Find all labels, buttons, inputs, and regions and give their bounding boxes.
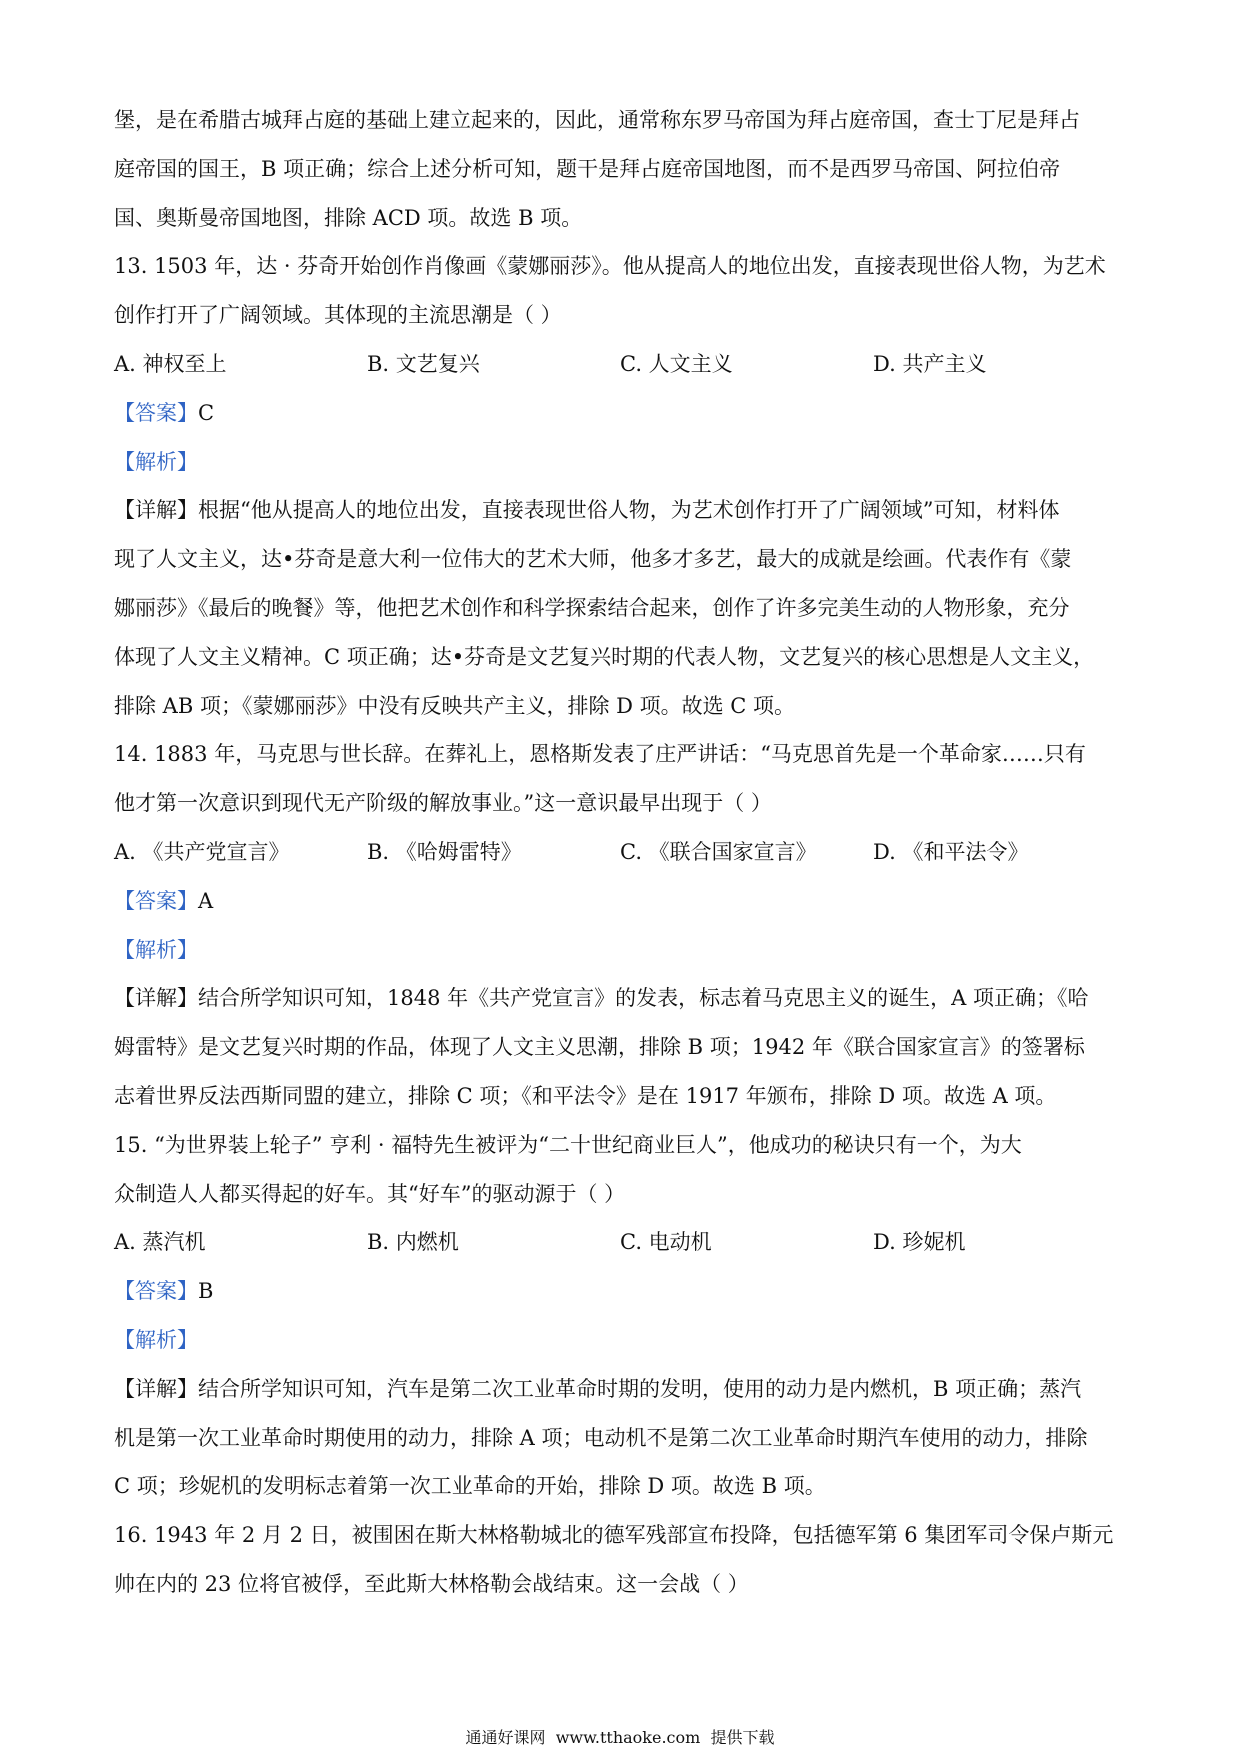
option-a: A. 《共产党宣言》 xyxy=(114,839,290,864)
footer-note: 提供下载 xyxy=(710,1728,775,1747)
detail-text: 根据“他从提高人的地位出发，直接表现世俗人物，为艺术创作打开了广阔领域”可知，材料体 xyxy=(198,498,1060,523)
page-content xyxy=(114,96,1126,1609)
answer-label: 【答案】 xyxy=(114,888,198,913)
option-a: A. 神权至上 xyxy=(114,351,227,376)
question-15 xyxy=(114,1121,1126,1511)
options-row xyxy=(114,828,1126,877)
option-c: C. 《联合国家宣言》 xyxy=(620,839,817,864)
detail-line: 现了人文主义，达•芬奇是意大利一位伟大的艺术大师，他多才多艺，最大的成就是绘画。代表作有《蒙 xyxy=(114,547,1072,572)
detail-label: 【详解】 xyxy=(114,1376,198,1401)
option-c: C. 人文主义 xyxy=(620,351,733,376)
question-13 xyxy=(114,242,1126,730)
answer-value: B xyxy=(198,1279,214,1304)
detail-line: 机是第一次工业革命时期使用的动力，排除 A 项；电动机不是第二次工业革命时期汽车使用的动力，排除 xyxy=(114,1425,1088,1450)
analysis-line xyxy=(114,926,1126,975)
detail-line: 娜丽莎》《最后的晚餐》等，他把艺术创作和科学探索结合起来，创作了许多完美生动的人物形象，充分 xyxy=(114,595,1070,620)
analysis-label: 【解析】 xyxy=(114,1327,198,1352)
answer-value: C xyxy=(198,400,215,425)
options-row xyxy=(114,1218,1126,1267)
option-c: C. 电动机 xyxy=(620,1230,712,1255)
answer-line xyxy=(114,877,1126,926)
analysis-label: 【解析】 xyxy=(114,937,198,962)
question-stem: 14. 1883 年，马克思与世长辞。在葬礼上，恩格斯发表了庄严讲话：“马克思首先是一个革命家……只有 xyxy=(114,742,1086,767)
detail-line: 排除 AB 项；《蒙娜丽莎》中没有反映共产主义，排除 D 项。故选 C 项。 xyxy=(114,693,796,718)
continuation-line: 国、奥斯曼帝国地图，排除 ACD 项。故选 B 项。 xyxy=(114,205,583,230)
detail-label: 【详解】 xyxy=(114,986,198,1011)
options-row xyxy=(114,340,1126,389)
answer-label: 【答案】 xyxy=(114,1279,198,1304)
option-a: A. 蒸汽机 xyxy=(114,1230,206,1255)
answer-label: 【答案】 xyxy=(114,400,198,425)
option-d: D. 《和平法令》 xyxy=(873,839,1029,864)
footer-url-link[interactable]: www.tthaoke.com xyxy=(555,1728,701,1747)
continuation-line: 庭帝国的国王，B 项正确；综合上述分析可知，题干是拜占庭帝国地图，而不是西罗马帝国、阿拉伯帝 xyxy=(114,156,1061,181)
option-b: B. 《哈姆雷特》 xyxy=(367,839,522,864)
option-b: B. 内燃机 xyxy=(367,1230,459,1255)
option-b: B. 文艺复兴 xyxy=(367,351,480,376)
option-d: D. 共产主义 xyxy=(873,351,987,376)
question-16 xyxy=(114,1511,1126,1609)
question-stem: 16. 1943 年 2 月 2 日，被围困在斯大林格勒城北的德军残部宣布投降，包括德军第 6 集团军司令保卢斯元 xyxy=(114,1523,1114,1548)
analysis-line xyxy=(114,1316,1126,1365)
answer-line xyxy=(114,389,1126,438)
question-14 xyxy=(114,730,1126,1120)
detail-line: 姆雷特》是文艺复兴时期的作品，体现了人文主义思潮，排除 B 项；1942 年《联合国家宣言》的签署标 xyxy=(114,1035,1085,1060)
analysis-label: 【解析】 xyxy=(114,449,198,474)
continuation-line: 堡，是在希腊古城拜占庭的基础上建立起来的，因此，通常称东罗马帝国为拜占庭帝国，查士丁尼是拜占 xyxy=(114,108,1080,132)
detail-line: C 项；珍妮机的发明标志着第一次工业革命的开始，排除 D 项。故选 B 项。 xyxy=(114,1474,826,1499)
question-stem: 创作打开了广阔领域。其体现的主流思潮是（ ） xyxy=(114,303,562,328)
analysis-line xyxy=(114,438,1126,487)
answer-value: A xyxy=(198,888,214,913)
detail-line xyxy=(114,1365,1126,1414)
option-d: D. 珍妮机 xyxy=(873,1230,966,1255)
question-stem: 他才第一次意识到现代无产阶级的解放事业。”这一意识最早出现于（ ） xyxy=(114,791,772,816)
detail-text: 结合所学知识可知，汽车是第二次工业革命时期的发明，使用的动力是内燃机，B 项正确；蒸汽 xyxy=(198,1376,1082,1401)
detail-line xyxy=(114,486,1126,535)
question-stem: 众制造人人都买得起的好车。其“好车”的驱动源于（ ） xyxy=(114,1181,626,1206)
detail-line: 志着世界反法西斯同盟的建立，排除 C 项；《和平法令》是在 1917 年颁布，排除 D 项。故选 A 项。 xyxy=(114,1083,1057,1108)
detail-label: 【详解】 xyxy=(114,498,198,523)
detail-line xyxy=(114,974,1126,1023)
page-footer xyxy=(0,1727,1240,1749)
detail-text: 结合所学知识可知，1848 年《共产党宣言》的发表，标志着马克思主义的诞生，A 项正确；《哈 xyxy=(198,986,1089,1011)
question-stem: 15. “为世界装上轮子” 亨利 · 福特先生被评为“二十世纪商业巨人”，他成功的秘诀只有一个，为大 xyxy=(114,1132,1022,1157)
detail-line: 体现了人文主义精神。C 项正确；达•芬奇是文艺复兴时期的代表人物，文艺复兴的核心思想是人文主义， xyxy=(114,644,1095,669)
footer-site-name: 通通好课网 xyxy=(465,1728,546,1747)
question-stem: 帅在内的 23 位将官被俘，至此斯大林格勒会战结束。这一会战（ ） xyxy=(114,1571,749,1596)
question-stem: 13. 1503 年，达 · 芬奇开始创作肖像画《蒙娜丽莎》。他从提高人的地位出发，直接表现世俗人物，为艺术 xyxy=(114,254,1106,279)
answer-line xyxy=(114,1267,1126,1316)
